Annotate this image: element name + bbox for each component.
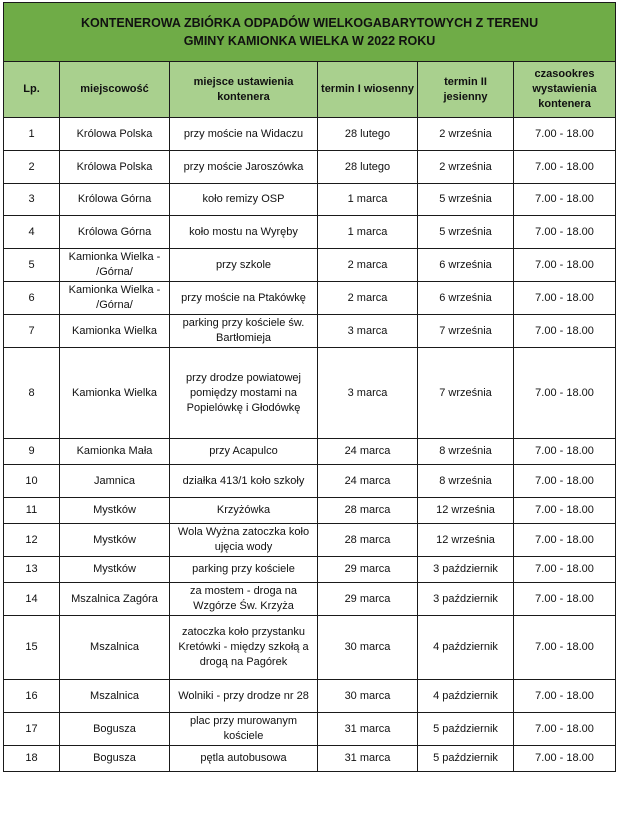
cell-lp: 1: [4, 118, 60, 151]
cell-lp: 14: [4, 583, 60, 616]
cell-lp: 3: [4, 184, 60, 216]
column-header-location: miejsce ustawienia kontenera: [170, 62, 318, 118]
table-body: [4, 118, 616, 772]
cell-location: przy Acapulco: [170, 439, 318, 465]
table-title: [4, 3, 616, 62]
cell-term-2: 12 września: [418, 498, 514, 524]
cell-term-1: 29 marca: [318, 583, 418, 616]
cell-location: Wola Wyżna zatoczka koło ujęcia wody: [170, 524, 318, 557]
cell-location: przy moście na Widaczu: [170, 118, 318, 151]
cell-location: Krzyżówka: [170, 498, 318, 524]
cell-place: Mszalnica Zagóra: [60, 583, 170, 616]
table-title-line-2: GMINY KAMIONKA WIELKA W 2022 ROKU: [183, 34, 436, 48]
cell-place: Mszalnica: [60, 680, 170, 713]
cell-term-2: 6 września: [418, 282, 514, 315]
cell-term-1: 1 marca: [318, 216, 418, 249]
cell-location: przy moście na Ptakówkę: [170, 282, 318, 315]
cell-hours: 7.00 - 18.00: [514, 616, 616, 680]
cell-lp: 8: [4, 348, 60, 439]
column-header-hours: czasookres wystawienia kontenera: [514, 62, 616, 118]
cell-term-2: 3 październik: [418, 583, 514, 616]
cell-term-2: 5 październik: [418, 746, 514, 772]
table-row: [4, 249, 616, 282]
cell-term-1: 2 marca: [318, 249, 418, 282]
cell-hours: 7.00 - 18.00: [514, 151, 616, 184]
cell-location: koło mostu na Wyręby: [170, 216, 318, 249]
cell-place: Kamionka Wielka: [60, 315, 170, 348]
column-header-term-1: termin I wiosenny: [318, 62, 418, 118]
cell-term-2: 5 września: [418, 216, 514, 249]
column-header-row: [4, 62, 616, 118]
cell-location: przy szkole: [170, 249, 318, 282]
cell-location: koło remizy OSP: [170, 184, 318, 216]
cell-place: Kamionka Wielka - /Górna/: [60, 282, 170, 315]
cell-place: Królowa Górna: [60, 184, 170, 216]
cell-term-2: 4 październik: [418, 616, 514, 680]
cell-term-2: 4 październik: [418, 680, 514, 713]
cell-lp: 6: [4, 282, 60, 315]
column-header-place: miejscowość: [60, 62, 170, 118]
cell-lp: 17: [4, 713, 60, 746]
cell-lp: 11: [4, 498, 60, 524]
table-row: [4, 282, 616, 315]
column-header-lp: Lp.: [4, 62, 60, 118]
cell-lp: 4: [4, 216, 60, 249]
cell-place: Królowa Górna: [60, 216, 170, 249]
cell-place: Jamnica: [60, 465, 170, 498]
cell-place: Mystków: [60, 557, 170, 583]
cell-location: przy drodze powiatowej pomiędzy mostami na Popielówkę i Głodówkę: [170, 348, 318, 439]
table-row: [4, 348, 616, 439]
cell-hours: 7.00 - 18.00: [514, 249, 616, 282]
cell-term-1: 31 marca: [318, 713, 418, 746]
cell-location: przy moście Jaroszówka: [170, 151, 318, 184]
cell-hours: 7.00 - 18.00: [514, 118, 616, 151]
cell-term-1: 31 marca: [318, 746, 418, 772]
table-row: [4, 713, 616, 746]
cell-location: plac przy murowanym kościele: [170, 713, 318, 746]
cell-place: Królowa Polska: [60, 151, 170, 184]
cell-term-1: 1 marca: [318, 184, 418, 216]
table-row: [4, 184, 616, 216]
cell-hours: 7.00 - 18.00: [514, 746, 616, 772]
cell-lp: 7: [4, 315, 60, 348]
cell-hours: 7.00 - 18.00: [514, 315, 616, 348]
cell-hours: 7.00 - 18.00: [514, 498, 616, 524]
table-row: [4, 465, 616, 498]
cell-lp: 16: [4, 680, 60, 713]
cell-place: Bogusza: [60, 746, 170, 772]
cell-term-2: 5 październik: [418, 713, 514, 746]
cell-place: Kamionka Wielka: [60, 348, 170, 439]
cell-term-1: 24 marca: [318, 465, 418, 498]
collection-schedule-table: [3, 2, 616, 772]
cell-term-2: 7 września: [418, 348, 514, 439]
cell-term-1: 2 marca: [318, 282, 418, 315]
cell-term-2: 8 września: [418, 465, 514, 498]
cell-hours: 7.00 - 18.00: [514, 216, 616, 249]
cell-location: działka 413/1 koło szkoły: [170, 465, 318, 498]
cell-term-2: 3 październik: [418, 557, 514, 583]
cell-location: parking przy kościele św. Bartłomieja: [170, 315, 318, 348]
table-row: [4, 680, 616, 713]
document: [3, 2, 615, 772]
cell-term-1: 3 marca: [318, 348, 418, 439]
cell-term-2: 2 września: [418, 118, 514, 151]
table-row: [4, 746, 616, 772]
cell-location: parking przy kościele: [170, 557, 318, 583]
cell-hours: 7.00 - 18.00: [514, 184, 616, 216]
table-row: [4, 216, 616, 249]
cell-term-2: 8 września: [418, 439, 514, 465]
cell-hours: 7.00 - 18.00: [514, 524, 616, 557]
cell-term-1: 30 marca: [318, 616, 418, 680]
cell-term-1: 28 lutego: [318, 118, 418, 151]
cell-place: Mystków: [60, 498, 170, 524]
cell-term-2: 2 września: [418, 151, 514, 184]
cell-hours: 7.00 - 18.00: [514, 680, 616, 713]
cell-term-2: 7 września: [418, 315, 514, 348]
cell-hours: 7.00 - 18.00: [514, 557, 616, 583]
cell-lp: 10: [4, 465, 60, 498]
cell-term-1: 28 marca: [318, 498, 418, 524]
cell-hours: 7.00 - 18.00: [514, 439, 616, 465]
cell-term-1: 28 lutego: [318, 151, 418, 184]
table-row: [4, 498, 616, 524]
cell-lp: 9: [4, 439, 60, 465]
cell-location: pętla autobusowa: [170, 746, 318, 772]
table-row: [4, 524, 616, 557]
cell-lp: 15: [4, 616, 60, 680]
table-row: [4, 616, 616, 680]
cell-term-1: 24 marca: [318, 439, 418, 465]
cell-location: zatoczka koło przystanku Kretówki - między szkołą a drogą na Pagórek: [170, 616, 318, 680]
cell-term-1: 29 marca: [318, 557, 418, 583]
cell-lp: 2: [4, 151, 60, 184]
cell-hours: 7.00 - 18.00: [514, 465, 616, 498]
cell-location: za mostem - droga na Wzgórze Św. Krzyża: [170, 583, 318, 616]
table-row: [4, 439, 616, 465]
cell-hours: 7.00 - 18.00: [514, 282, 616, 315]
cell-lp: 5: [4, 249, 60, 282]
cell-place: Bogusza: [60, 713, 170, 746]
cell-lp: 18: [4, 746, 60, 772]
cell-location: Wolniki - przy drodze nr 28: [170, 680, 318, 713]
cell-place: Kamionka Wielka - /Górna/: [60, 249, 170, 282]
cell-lp: 12: [4, 524, 60, 557]
cell-term-2: 6 września: [418, 249, 514, 282]
cell-hours: 7.00 - 18.00: [514, 583, 616, 616]
cell-term-2: 12 września: [418, 524, 514, 557]
cell-term-1: 30 marca: [318, 680, 418, 713]
cell-place: Królowa Polska: [60, 118, 170, 151]
cell-term-1: 28 marca: [318, 524, 418, 557]
cell-place: Kamionka Mała: [60, 439, 170, 465]
table-row: [4, 557, 616, 583]
cell-lp: 13: [4, 557, 60, 583]
cell-term-1: 3 marca: [318, 315, 418, 348]
cell-place: Mszalnica: [60, 616, 170, 680]
cell-place: Mystków: [60, 524, 170, 557]
table-row: [4, 118, 616, 151]
table-row: [4, 151, 616, 184]
table-title-line-1: KONTENEROWA ZBIÓRKA ODPADÓW WIELKOGABARYTOWYCH Z TERENU: [80, 16, 539, 30]
cell-hours: 7.00 - 18.00: [514, 713, 616, 746]
table-row: [4, 583, 616, 616]
cell-hours: 7.00 - 18.00: [514, 348, 616, 439]
column-header-term-2: termin II jesienny: [418, 62, 514, 118]
cell-term-2: 5 września: [418, 184, 514, 216]
table-row: [4, 315, 616, 348]
